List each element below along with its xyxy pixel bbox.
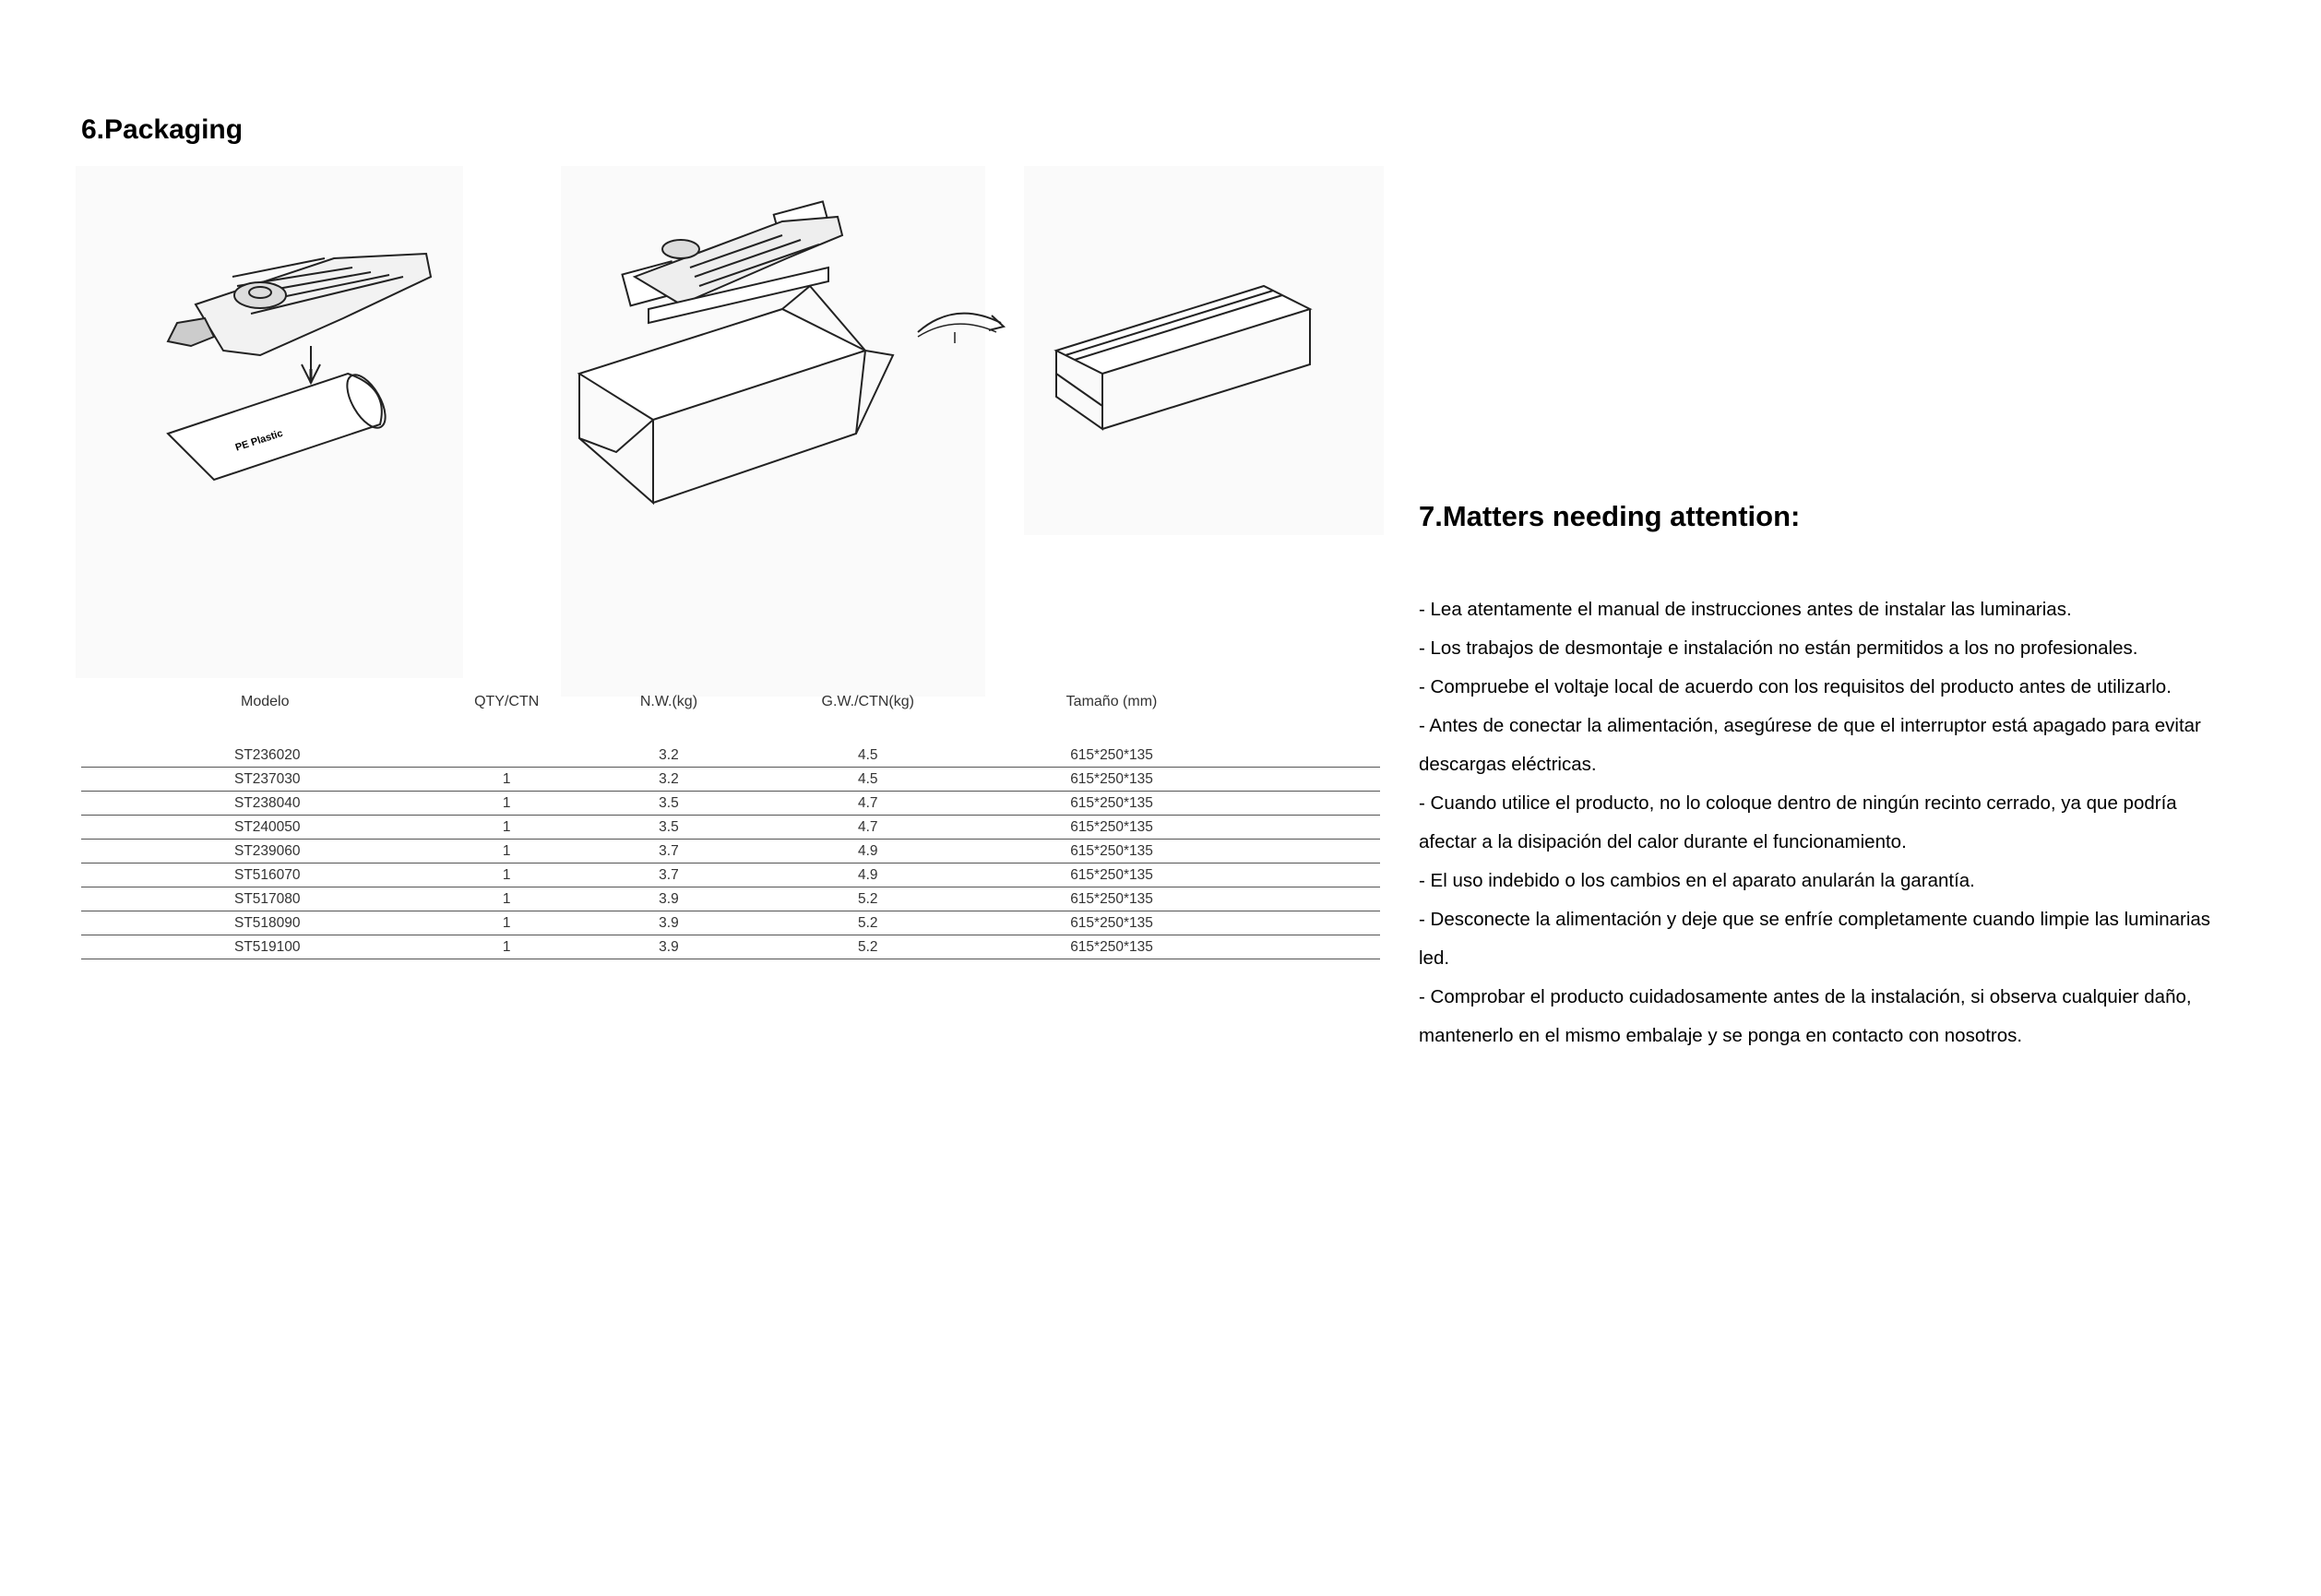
col-header-nw: N.W.(kg): [639, 694, 698, 709]
cell-model: ST516070: [81, 864, 421, 887]
table-row: [81, 725, 1380, 768]
cell-size: 615*250*135: [991, 792, 1232, 816]
cell-model: ST517080: [81, 887, 421, 911]
attention-heading: 7.Matters needing attention:: [1419, 500, 1801, 532]
cell-qty: 1: [421, 935, 592, 959]
packaging-table: [81, 683, 1380, 959]
cell-gw: 4.5: [744, 768, 991, 792]
carton-open-illustration: [561, 166, 985, 697]
cell-gw: 5.2: [744, 935, 991, 959]
attention-line: mantenerlo en el mismo embalaje y se ponga en contacto con nosotros.: [1419, 1025, 2023, 1046]
col-header-size: Tamaño (mm): [1065, 694, 1158, 709]
packaging-heading: 6.Packaging: [81, 114, 244, 145]
attention-line: - Compruebe el voltaje local de acuerdo con los requisitos del producto antes de utilizarlo.: [1419, 676, 2172, 697]
cell-size: 615*250*135: [991, 935, 1232, 959]
cell-model: ST236020: [81, 725, 421, 768]
cell-nw: 3.9: [592, 935, 744, 959]
table-row: [81, 911, 1380, 935]
cell-size: 615*250*135: [991, 911, 1232, 935]
cell-model: ST240050: [81, 816, 421, 840]
cell-nw: 3.9: [592, 911, 744, 935]
cell-gw: 4.9: [744, 840, 991, 864]
cell-nw: 3.5: [592, 792, 744, 816]
cell-qty: 1: [421, 840, 592, 864]
table-row: [81, 768, 1380, 792]
attention-line: led.: [1419, 947, 1450, 969]
cell-gw: 4.7: [744, 816, 991, 840]
closed-carton-drawing: [1024, 166, 1384, 535]
cell-model: ST237030: [81, 768, 421, 792]
cell-nw: 3.7: [592, 840, 744, 864]
cell-qty: 1: [421, 792, 592, 816]
cell-spacer: [1232, 911, 1380, 935]
cell-nw: 3.5: [592, 816, 744, 840]
attention-line: afectar a la disipación del calor durante el funcionamiento.: [1419, 831, 1907, 852]
attention-line: - Los trabajos de desmontaje e instalación no están permitidos a los no profesionales.: [1419, 637, 2138, 659]
table-row: [81, 840, 1380, 864]
cell-qty: 1: [421, 887, 592, 911]
table-header-row: [81, 683, 1380, 725]
table-row: [81, 864, 1380, 887]
cell-spacer: [1232, 864, 1380, 887]
cell-gw: 4.9: [744, 864, 991, 887]
closed-carton-illustration: [1024, 166, 1384, 535]
col-header-model: Modelo: [241, 694, 290, 709]
open-carton-drawing: [561, 166, 985, 697]
cell-spacer: [1232, 816, 1380, 840]
curved-arrow-icon: [913, 295, 1015, 351]
attention-line: - Lea atentamente el manual de instrucciones antes de instalar las luminarias.: [1419, 599, 2072, 620]
cell-nw: 3.2: [592, 725, 744, 768]
attention-line: - Cuando utilice el producto, no lo coloque dentro de ningún recinto cerrado, ya que podría: [1419, 792, 2177, 814]
cell-gw: 5.2: [744, 887, 991, 911]
cell-gw: 4.7: [744, 792, 991, 816]
cell-size: 615*250*135: [991, 887, 1232, 911]
attention-line: - Comprobar el producto cuidadosamente antes de la instalación, si observa cualquier daño,: [1419, 986, 2192, 1007]
cell-spacer: [1232, 792, 1380, 816]
col-header-qty: QTY/CTN: [474, 694, 540, 709]
cell-spacer: [1232, 768, 1380, 792]
cell-size: 615*250*135: [991, 816, 1232, 840]
cell-spacer: [1232, 840, 1380, 864]
cell-spacer: [1232, 935, 1380, 959]
cell-model: ST238040: [81, 792, 421, 816]
table-row: [81, 887, 1380, 911]
luminaire-into-bag-illustration: [76, 166, 463, 678]
cell-nw: 3.9: [592, 887, 744, 911]
attention-line: - Desconecte la alimentación y deje que se enfríe completamente cuando limpie las luminarias: [1419, 909, 2211, 930]
cell-size: 615*250*135: [991, 725, 1232, 768]
cell-nw: 3.7: [592, 864, 744, 887]
cell-spacer: [1232, 725, 1380, 768]
cell-model: ST519100: [81, 935, 421, 959]
cell-model: ST518090: [81, 911, 421, 935]
cell-nw: 3.2: [592, 768, 744, 792]
attention-notes: [1419, 590, 2249, 1055]
cell-model: ST239060: [81, 840, 421, 864]
cell-qty: 1: [421, 864, 592, 887]
cell-spacer: [1232, 887, 1380, 911]
table-row: [81, 792, 1380, 816]
cell-size: 615*250*135: [991, 840, 1232, 864]
luminaire-bag-drawing: [76, 166, 463, 678]
pe-plastic-label: PE Plastic: [233, 427, 285, 454]
attention-line: - Antes de conectar la alimentación, asegúrese de que el interruptor está apagado para evitar: [1419, 715, 2201, 736]
cell-qty: 1: [421, 816, 592, 840]
table-row: [81, 816, 1380, 840]
cell-gw: 4.5: [744, 725, 991, 768]
cell-size: 615*250*135: [991, 864, 1232, 887]
col-header-gw: G.W./CTN(kg): [821, 694, 914, 709]
cell-qty: [421, 725, 592, 768]
cell-size: 615*250*135: [991, 768, 1232, 792]
attention-line: descargas eléctricas.: [1419, 754, 1597, 775]
cell-gw: 5.2: [744, 911, 991, 935]
table-row: [81, 935, 1380, 959]
attention-line: - El uso indebido o los cambios en el aparato anularán la garantía.: [1419, 870, 1975, 891]
cell-qty: 1: [421, 911, 592, 935]
cell-qty: 1: [421, 768, 592, 792]
